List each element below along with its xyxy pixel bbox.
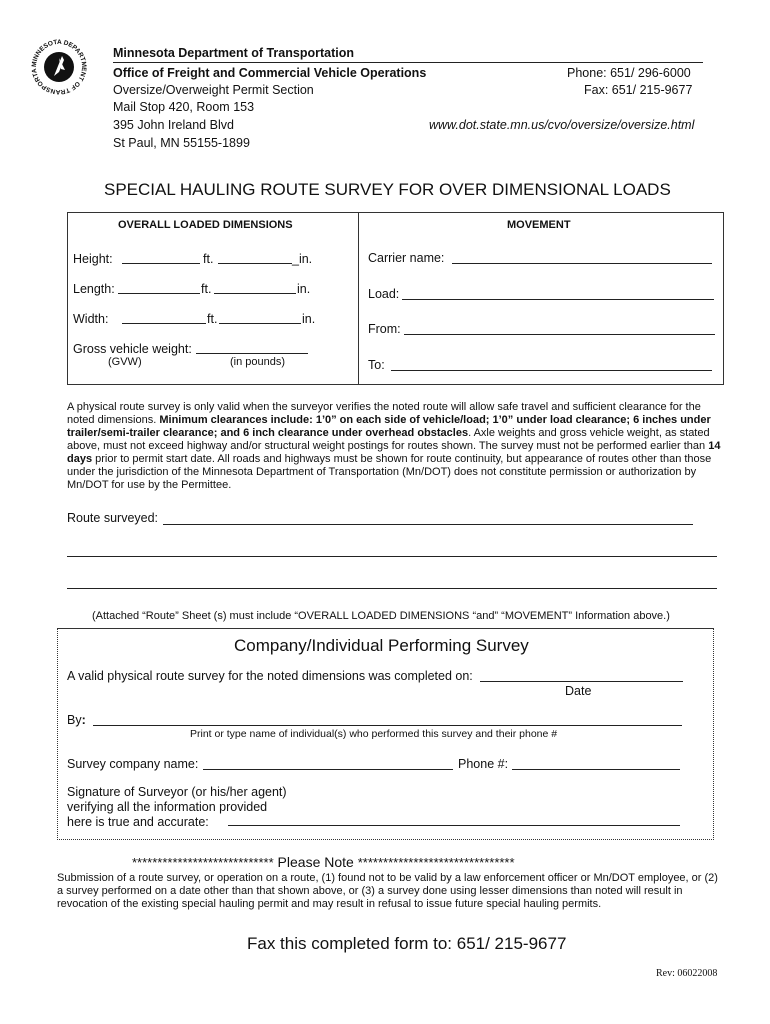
company-heading: Company/Individual Performing Survey: [234, 636, 529, 655]
survey-company-field[interactable]: [203, 769, 453, 770]
length-ft-unit: ft.: [201, 282, 212, 296]
height-ft-field[interactable]: [122, 263, 200, 264]
length-ft-field[interactable]: [118, 293, 200, 294]
to-field[interactable]: [391, 370, 712, 371]
revocation-text: Submission of a route survey, or operation on a route, (1) found not to be valid by a law enforcement officer or Mn/DOT employee, or (2) a survey performed on a date other than that shown above, or (3) a survey done using lesser dimensions than noted will result in revocation of the existing special hauling permit and may result in refusal to issue future special hauling permits.: [57, 872, 718, 910]
notice-text-2: . Axle weights and gross vehicle weight, as stated above, must not exceed highway and/or structural weight postings for routes shown. The survey must not be performed earlier than: [67, 427, 710, 452]
notice-text-3: prior to permit start date. All roads and highways must be shown for route continuity, but appearance of routes other than those under the jurisdiction of the Minnesota Department of Transportation (Mn/DOT) does not constitute permission or authorization by Mn/DOT for use by the Permittee.: [67, 453, 712, 491]
signature-text-2: verifying all the information provided: [67, 800, 268, 814]
carrier-field[interactable]: [452, 263, 712, 264]
signature-text-1: Signature of Surveyor (or his/her agent): [67, 785, 287, 799]
phone-number: Phone: 651/ 296-6000: [567, 66, 691, 80]
validity-notice: [67, 401, 727, 492]
by-field[interactable]: [93, 725, 682, 726]
height-ft-unit: ft.: [203, 252, 214, 266]
please-note-text: [57, 872, 722, 911]
dimensions-heading: OVERALL LOADED DIMENSIONS: [118, 219, 293, 231]
city-address: St Paul, MN 55155-1899: [113, 136, 250, 150]
by-label: [67, 713, 86, 727]
please-note-heading: [132, 854, 515, 870]
load-field[interactable]: [402, 299, 714, 300]
by-text: By: [67, 713, 82, 727]
notice-text-1: A physical route survey is only valid when the surveyor verifies the noted route will allow safe travel and sufficient clearance for the noted dimensions.: [67, 401, 701, 426]
survey-phone-label: Phone #:: [458, 757, 509, 771]
to-label: To:: [368, 358, 385, 372]
length-label: Length:: [73, 282, 115, 296]
carrier-label: Carrier name:: [368, 251, 445, 265]
height-label: Height:: [73, 252, 113, 266]
print-name-note: Print or type name of individual(s) who performed this survey and their phone #: [190, 728, 558, 740]
gvw-units: (in pounds): [230, 356, 286, 368]
width-in-unit: in.: [302, 312, 316, 326]
height-in-unit: _in.: [292, 252, 313, 266]
stars-left: ****************************: [132, 855, 274, 870]
completed-date-field[interactable]: [480, 681, 683, 682]
from-field[interactable]: [404, 334, 715, 335]
stars-right: *******************************: [357, 855, 515, 870]
width-ft-unit: ft.: [207, 312, 218, 326]
by-colon: :: [81, 713, 86, 727]
load-label: Load:: [368, 287, 400, 301]
attached-sheet-note: (Attached “Route” Sheet (s) must include “OVERALL LOADED DIMENSIONS “and” “MOVEMENT” Information above.): [92, 610, 670, 622]
gvw-abbr: (GVW): [108, 356, 142, 368]
box-divider: [358, 212, 359, 385]
width-in-field[interactable]: [219, 323, 301, 324]
height-in-field[interactable]: [218, 263, 292, 264]
movement-heading: MOVEMENT: [507, 219, 571, 231]
route-surveyed-label: Route surveyed:: [67, 511, 159, 525]
signature-field[interactable]: [228, 825, 680, 826]
fax-instruction: Fax this completed form to: 651/ 215-9677: [247, 934, 567, 953]
width-ft-field[interactable]: [122, 323, 206, 324]
mail-stop: Mail Stop 420, Room 153: [113, 100, 255, 114]
route-field-3[interactable]: [67, 588, 717, 589]
header-rule: [113, 62, 703, 63]
notice-days: 14 days: [67, 440, 721, 465]
completed-on-label: A valid physical route survey for the noted dimensions was completed on:: [67, 669, 473, 683]
gvw-label: Gross vehicle weight:: [73, 342, 192, 356]
gvw-field[interactable]: [196, 353, 308, 354]
signature-text-3: here is true and accurate:: [67, 815, 209, 829]
route-field-2[interactable]: [67, 556, 717, 557]
revision-number: Rev: 06022008: [656, 968, 718, 979]
street-address: 395 John Ireland Blvd: [113, 118, 234, 132]
website-url[interactable]: www.dot.state.mn.us/cvo/oversize/oversize.html: [429, 118, 695, 132]
survey-phone-field[interactable]: [512, 769, 680, 770]
please-note-label: Please Note: [273, 854, 358, 870]
route-field-1[interactable]: [163, 524, 693, 525]
seal-text: MINNESOTA DEPARTMENT OF TRANSPORTA: [30, 38, 88, 96]
date-caption: Date: [565, 684, 592, 698]
notice-clearances: Minimum clearances include: 1’0” on each side of vehicle/load; 1’0” under load clearance; 6 inches under trailer/semi-trailer clearance; and 6 inch clearance under overhead obstacles: [67, 414, 711, 439]
survey-company-label: Survey company name:: [67, 757, 199, 771]
length-in-unit: in.: [297, 282, 311, 296]
width-label: Width:: [73, 312, 109, 326]
section-name: Oversize/Overweight Permit Section: [113, 83, 314, 97]
fax-number: Fax: 651/ 215-9677: [584, 83, 693, 97]
dept-name: Minnesota Department of Transportation: [113, 46, 354, 60]
from-label: From:: [368, 322, 401, 336]
page-title: SPECIAL HAULING ROUTE SURVEY FOR OVER DIMENSIONAL LOADS: [104, 180, 671, 199]
office-name: Office of Freight and Commercial Vehicle Operations: [113, 66, 427, 80]
mndot-seal: [28, 36, 90, 98]
length-in-field[interactable]: [214, 293, 296, 294]
